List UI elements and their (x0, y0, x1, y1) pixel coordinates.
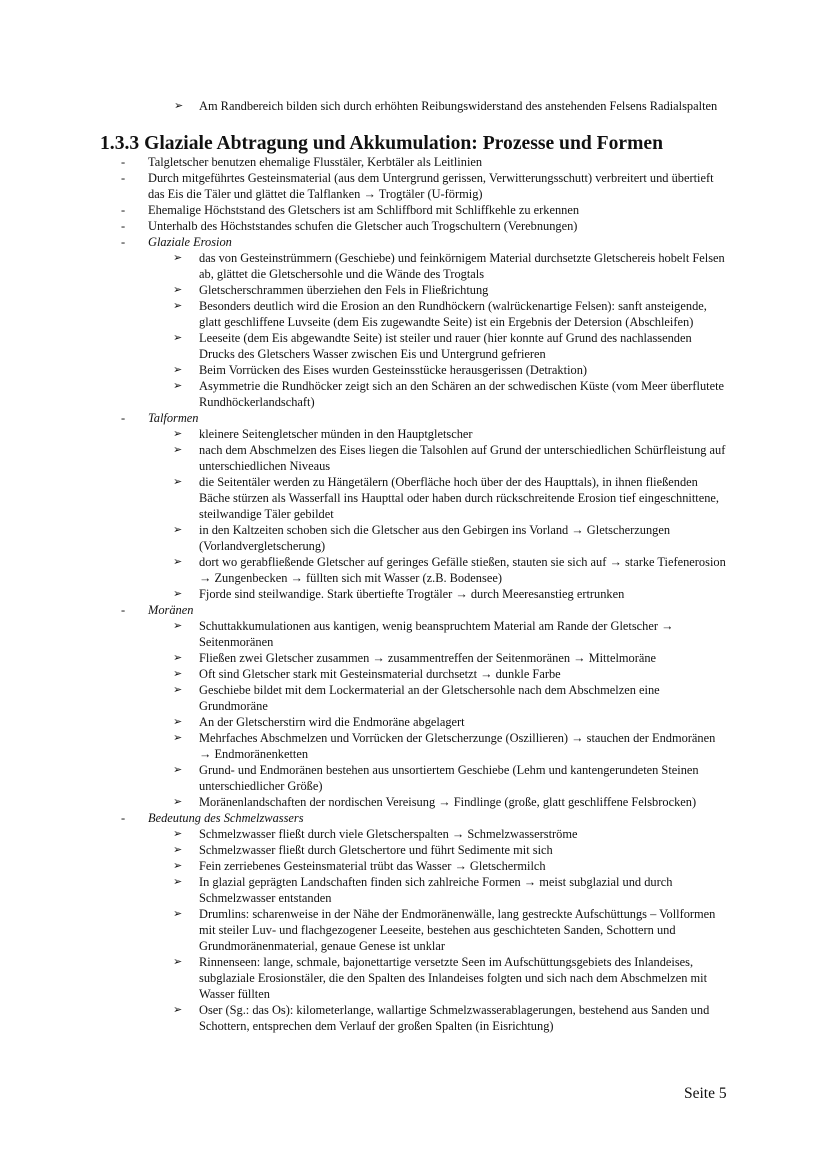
arrow-bullet-icon: ➢ (173, 796, 183, 808)
sub-list-item-text: Besonders deutlich wird die Erosion an den Rundhöckern (walrückenartige Felsen): sanft ansteigende, glatt geschliffene Luvseite (dem Eis zugewandte Seite) ist ein Ergebnis der Detersion (Abschleifen) (199, 299, 707, 329)
sub-list-item-text: das von Gesteinstrümmern (Geschiebe) und feinkörnigem Material durchsetzte Gletschereis hobelt Felsen ab, glättet die Gletschersohle und die Wände des Trogtals (199, 251, 725, 281)
arrow-bullet-icon: ➢ (173, 876, 183, 888)
sub-list-item-text: Rinnenseen: lange, schmale, bajonettartige versetzte Seen im Aufschüttungsgebiets des Inlandeises, subglaziale Erosionstäler, die den Spalten des Inlandeises folgten und sich nach dem Abschmelzen mit Wasser füllten (199, 955, 708, 1001)
dash-bullet: - (121, 171, 126, 185)
sub-list-item-text: die Seitentäler werden zu Hängetälern (Oberfläche hoch über der des Haupttals), in ihnen fließenden Bäche stürzen als Wasserfall ins Haupttal oder haben durch rückschreitende Erosion tief eingeschnittene, steilwandige Täler gebildet (199, 475, 720, 521)
sub-list-item-text: Fjorde sind steilwandige. Stark übertiefte Trogtäler → durch Meeresanstieg ertrunken (199, 587, 625, 601)
sub-list-item-text: Oser (Sg.: das Os): kilometerlange, wallartige Schmelzwasserablagerungen, bestehend aus Sanden und Schottern, entsprechen dem Verlauf der großen Spalten (in Eisrichtung) (199, 1003, 710, 1033)
sub-list-item (100, 362, 730, 378)
list-item-text: Unterhalb des Höchststandes schufen die Gletscher auch Trogschultern (Verebnungen) (148, 219, 578, 233)
arrow-bullet-icon: ➢ (173, 332, 183, 344)
sub-list-item (100, 794, 730, 810)
sub-list-item (100, 522, 730, 554)
sub-list-item-text: Geschiebe bildet mit dem Lockermaterial an der Gletschersohle nach dem Abschmelzen eine Grundmoräne (199, 683, 660, 713)
sub-list-item-text: Asymmetrie die Rundhöcker zeigt sich an den Schären an der schwedischen Küste (vom Meer überflutete Rundhöckerlandschaft) (199, 379, 725, 409)
arrow-bullet-icon: ➢ (173, 732, 183, 744)
sub-list-item (100, 666, 730, 682)
list-item-text: Ehemalige Höchststand des Gletschers ist am Schliffbord mit Schliffkehle zu erkennen (148, 203, 580, 217)
arrow-bullet-icon: ➢ (173, 380, 183, 392)
section-body (100, 154, 730, 1034)
sub-list-item-text: In glazial geprägten Landschaften finden sich zahlreiche Formen → meist subglazial und durch Schmelzwasser entstanden (199, 875, 673, 905)
sub-list-item (100, 730, 730, 762)
arrow-bullet-icon: ➢ (173, 828, 183, 840)
subsection-title: Moränen (148, 603, 194, 617)
arrow-bullet-icon: ➢ (173, 284, 183, 296)
section-heading: 1.3.3 Glaziale Abtragung und Akkumulation: Prozesse und Formen (100, 133, 664, 154)
list-item (100, 218, 730, 234)
sub-list-item (100, 858, 730, 874)
dash-bullet: - (121, 235, 126, 249)
intro-bullet (174, 98, 759, 114)
sub-list-item (100, 250, 730, 282)
arrow-bullet-icon: ➢ (173, 716, 183, 728)
arrow-bullet-icon: ➢ (173, 524, 183, 536)
sub-list-item-text: kleinere Seitengletscher münden in den Hauptgletscher (199, 427, 473, 441)
arrow-bullet-icon: ➢ (173, 684, 183, 696)
arrow-bullet-icon: ➢ (173, 668, 183, 680)
intro-bullet-text: Am Randbereich bilden sich durch erhöhten Reibungswiderstand des anstehenden Felsens Radialspalten (199, 99, 718, 113)
arrow-bullet-icon: ➢ (173, 300, 183, 312)
sub-list-item (100, 906, 730, 954)
subsection-title: Talformen (148, 411, 199, 425)
dash-bullet: - (121, 219, 126, 233)
sub-list-item-text: Fließen zwei Gletscher zusammen → zusammentreffen der Seitenmoränen → Mittelmoräne (199, 651, 657, 665)
sub-list-item (100, 330, 730, 362)
sub-list-item-text: Drumlins: scharenweise in der Nähe der Endmoränenwälle, lang gestreckte Aufschüttungs – Vollformen mit steiler Luv- und flachgezogener Leeseite, bestehen aus geschichteten Sanden, Schottern und Grundmoränenmaterial, genaue Genese ist unklar (199, 907, 716, 953)
sub-list-item (100, 1002, 730, 1034)
list-item (100, 170, 730, 202)
sub-list-item (100, 298, 730, 330)
dash-bullet: - (121, 203, 126, 217)
sub-list-item (100, 586, 730, 602)
arrow-bullet-icon: ➢ (173, 444, 183, 456)
arrow-bullet-icon: ➢ (173, 620, 183, 632)
sub-list-item-text: Oft sind Gletscher stark mit Gesteinsmaterial durchsetzt → dunkle Farbe (199, 667, 561, 681)
sub-list-item-text: Schmelzwasser fließt durch Gletschertore und führt Sedimente mit sich (199, 843, 553, 857)
sub-list-item-text: dort wo gerabfließende Gletscher auf geringes Gefälle stießen, stauten sie sich auf → starke Tiefenerosion → Zungenbecken → füllten sich mit Wasser (z.B. Bodensee) (199, 555, 726, 585)
sub-list-item (100, 842, 730, 858)
sub-list-item (100, 618, 730, 650)
sub-list-item-text: Beim Vorrücken des Eises wurden Gesteinsstücke herausgerissen (Detraktion) (199, 363, 588, 377)
subsection-heading (100, 602, 730, 618)
dash-bullet: - (121, 603, 126, 617)
arrow-bullet-icon: ➢ (173, 908, 183, 920)
sub-list-item (100, 682, 730, 714)
arrow-bullet-icon: ➢ (173, 652, 183, 664)
arrow-bullet-icon: ➢ (173, 252, 183, 264)
sub-list-item (100, 650, 730, 666)
subsection-heading (100, 234, 730, 250)
sub-list-item (100, 874, 730, 906)
arrow-bullet-icon: ➢ (174, 100, 184, 112)
sub-list-item (100, 762, 730, 794)
sub-list-item (100, 554, 730, 586)
page-number: Seite 5 (684, 1085, 727, 1102)
arrow-bullet-icon: ➢ (173, 860, 183, 872)
sub-list-item-text: Leeseite (dem Eis abgewandte Seite) ist steiler und rauer (hier konnte auf Grund des nachlassenden Drucks des Gletschers Wasser zwischen Eis und Untergrund gefrieren (199, 331, 692, 361)
dash-bullet: - (121, 811, 126, 825)
list-item (100, 154, 730, 170)
subsection-title: Bedeutung des Schmelzwassers (148, 811, 304, 825)
subsection-heading (100, 810, 730, 826)
arrow-bullet-icon: ➢ (173, 364, 183, 376)
sub-list-item (100, 378, 730, 410)
arrow-bullet-icon: ➢ (173, 588, 183, 600)
list-item (100, 202, 730, 218)
sub-list-item-text: Mehrfaches Abschmelzen und Vorrücken der Gletscherzunge (Oszillieren) → stauchen der Endmoränen → Endmoränenketten (199, 731, 716, 761)
sub-list-item-text: Fein zerriebenes Gesteinsmaterial trübt das Wasser → Gletschermilch (199, 859, 546, 873)
subsection-heading (100, 410, 730, 426)
sub-list-item-text: Gletscherschrammen überziehen den Fels in Fließrichtung (199, 283, 489, 297)
dash-bullet: - (121, 155, 126, 169)
arrow-bullet-icon: ➢ (173, 428, 183, 440)
subsection-title: Glaziale Erosion (148, 235, 232, 249)
arrow-bullet-icon: ➢ (173, 476, 183, 488)
arrow-bullet-icon: ➢ (173, 556, 183, 568)
sub-list-item (100, 474, 730, 522)
arrow-bullet-icon: ➢ (173, 844, 183, 856)
sub-list-item-text: in den Kaltzeiten schoben sich die Gletscher aus den Gebirgen ins Vorland → Gletscherzungen (Vorlandvergletscherung) (199, 523, 671, 553)
sub-list-item-text: Moränenlandschaften der nordischen Vereisung → Findlinge (große, glatt geschliffene Felsbrocken) (199, 795, 697, 809)
sub-list-item-text: Schuttakkumulationen aus kantigen, wenig beanspruchtem Material am Rande der Gletscher → Seitenmoränen (199, 619, 674, 649)
arrow-bullet-icon: ➢ (173, 1004, 183, 1016)
sub-list-item-text: nach dem Abschmelzen des Eises liegen die Talsohlen auf Grund der unterschiedlichen Schürfleistung auf unterschiedlichen Niveaus (199, 443, 726, 473)
sub-list-item (100, 426, 730, 442)
sub-list-item-text: An der Gletscherstirn wird die Endmoräne abgelagert (199, 715, 465, 729)
sub-list-item (100, 282, 730, 298)
list-item-text: Talgletscher benutzen ehemalige Flusstäler, Kerbtäler als Leitlinien (148, 155, 483, 169)
arrow-bullet-icon: ➢ (173, 764, 183, 776)
arrow-bullet-icon: ➢ (173, 956, 183, 968)
sub-list-item-text: Grund- und Endmoränen bestehen aus unsortiertem Geschiebe (Lehm und kantengerundeten Steinen unterschiedlicher Größe) (199, 763, 699, 793)
sub-list-item (100, 826, 730, 842)
list-item-text: Durch mitgeführtes Gesteinsmaterial (aus dem Untergrund gerissen, Verwitterungsschutt) verbreitert und übertieft das Eis die Täler und glättet die Talflanken → Trogtäler (U-förmig) (148, 171, 714, 201)
sub-list-item (100, 954, 730, 1002)
dash-bullet: - (121, 411, 126, 425)
sub-list-item-text: Schmelzwasser fließt durch viele Gletscherspalten → Schmelzwasserströme (199, 827, 578, 841)
sub-list-item (100, 714, 730, 730)
sub-list-item (100, 442, 730, 474)
